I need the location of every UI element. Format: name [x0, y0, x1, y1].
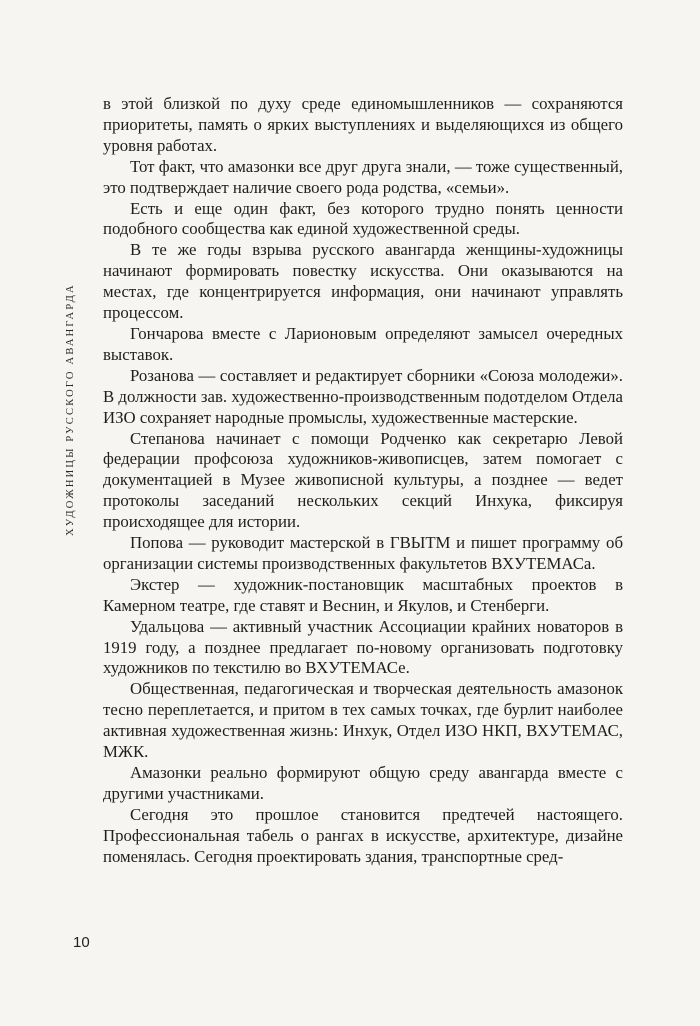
paragraph: Тот факт, что амазонки все друг друга знали, — тоже существенный, это подтверждает наличие своего рода родства, «семьи».: [103, 156, 623, 197]
paragraph: Попова — руководит мастерской в ГВЫТМ и пишет программу об организации системы производственных факультетов ВХУТЕМАСа.: [103, 533, 623, 573]
paragraph: Есть и еще один факт, без которого трудно понять ценности подобного сообщества как единой художественной среды.: [103, 198, 623, 239]
paragraph: Гончарова вместе с Ларионовым определяют замысел очередных выставок.: [103, 323, 623, 364]
page-number: 10: [73, 934, 90, 951]
paragraph: Общественная, педагогическая и творческая деятельность амазонок тесно переплетается, и притом в тех самых точках, где бурлит наиболее активная художественная жизнь: Инхук, Отдел ИЗО НКП, ВХУТЕМАС, МЖК.: [103, 679, 623, 762]
paragraph: Сегодня это прошлое становится предтечей настоящего. Профессиональная табель о рангах в искусстве, архитектуре, дизайне поменялась. Сегодня проектировать здания, транспортные сред-: [103, 804, 623, 866]
paragraph: Амазонки реально формируют общую среду авангарда вместе с другими участниками.: [103, 763, 623, 803]
paragraph: Экстер — художник-постановщик масштабных проектов в Камерном театре, где ставят и Веснин, и Якулов, и Стенберги.: [103, 574, 623, 615]
paragraph: Розанова — составляет и редактирует сборники «Союза молодежи». В должности зав. художественно-производственным подотделом Отдела ИЗО сохраняет народные промыслы, художественные мастерские.: [103, 365, 623, 427]
body-text: [103, 94, 623, 868]
paragraph: Степанова начинает с помощи Родченко как секретарю Левой федерации профсоюза художников-живописцев, затем помогает с документацией в Музее живописной культуры, а позднее — ведет протоколы заседаний нескольких секций Инхука, фиксируя происходящее для истории.: [103, 428, 623, 532]
paragraph: В те же годы взрыва русского авангарда женщины-художницы начинают формировать повестку искусства. Они оказываются на местах, где концентрируется информация, они начинают управлять процессом.: [103, 240, 623, 323]
paragraph: в этой близкой по духу среде единомышленников — сохраняются приоритеты, память о ярких выступлениях и выделяющихся из общего уровня работах.: [103, 94, 623, 155]
running-head: ХУДОЖНИЦЫ РУССКОГО АВАНГАРДА: [65, 283, 76, 536]
paragraph: Удальцова — активный участник Ассоциации крайних новаторов в 1919 году, а позднее предлагает по-новому организовать подготовку художников по текстилю во ВХУТЕМАСе.: [103, 616, 623, 678]
